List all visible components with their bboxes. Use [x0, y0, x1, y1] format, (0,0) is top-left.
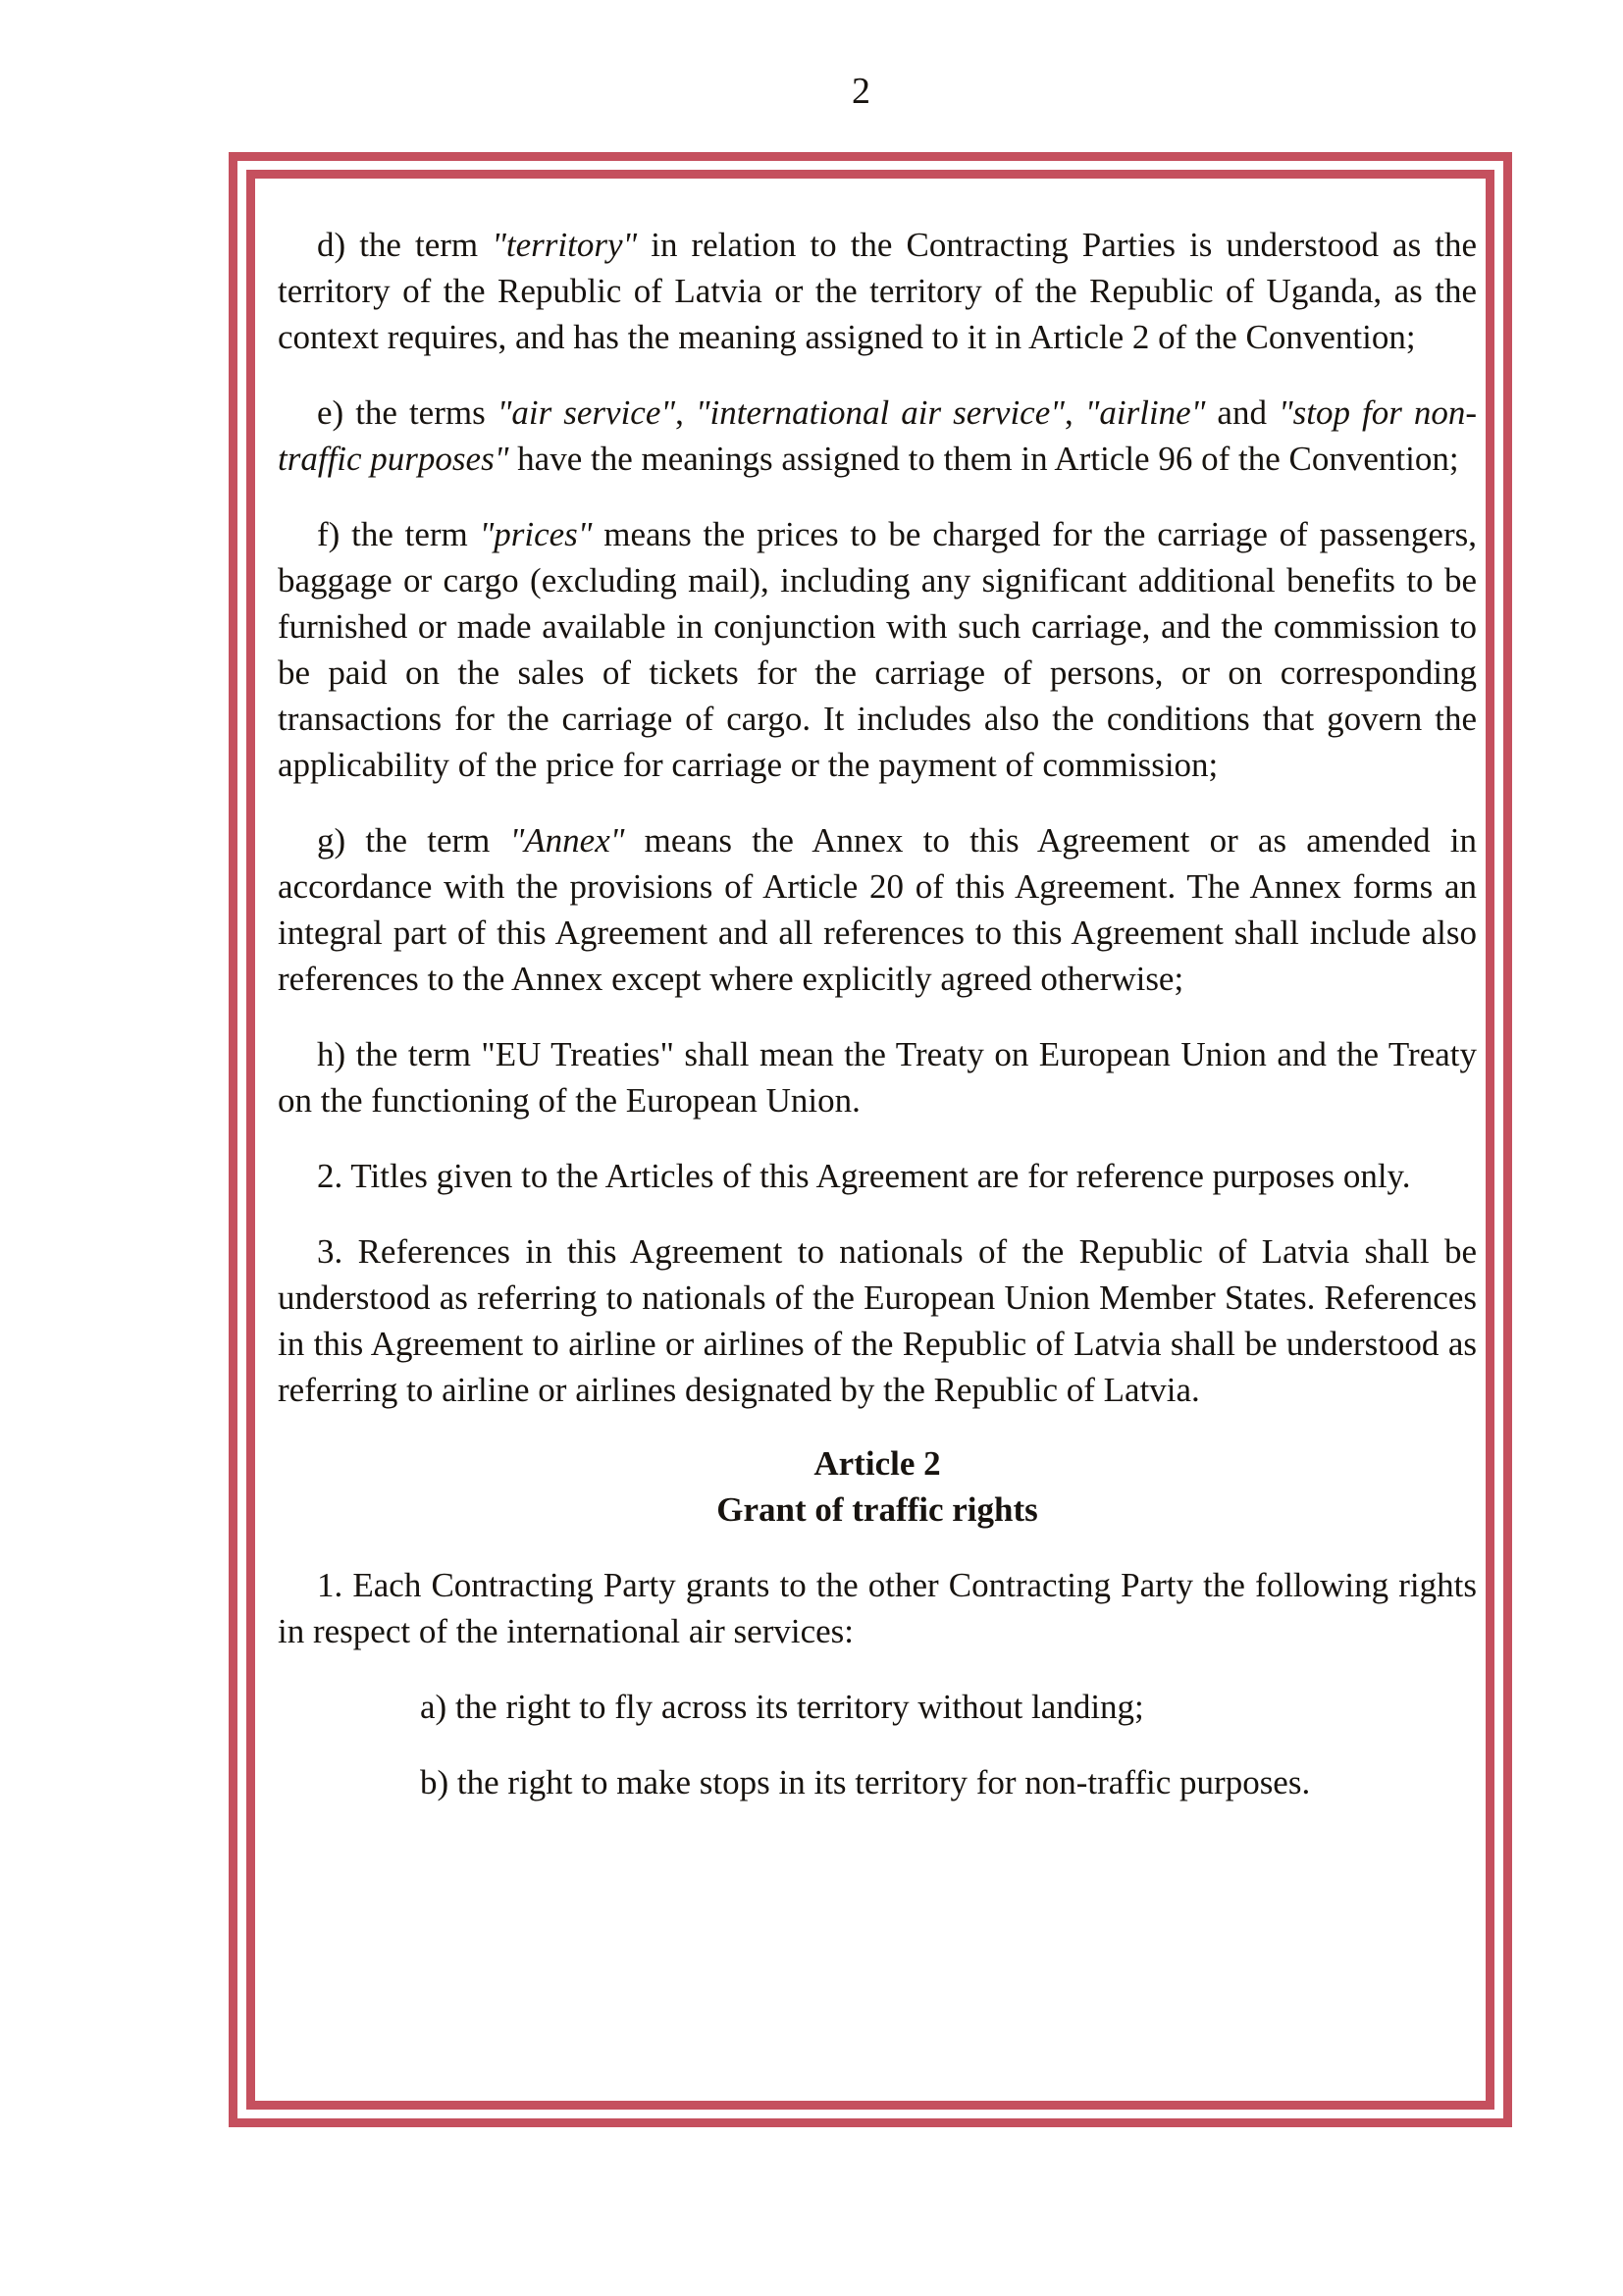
- text-run: and: [1205, 393, 1279, 432]
- defined-term: "air service": [497, 393, 676, 432]
- defined-term: "prices": [479, 515, 593, 553]
- text-run: 2. Titles given to the Articles of this Agreement are for reference purposes only.: [317, 1157, 1411, 1195]
- clause-1: [278, 1562, 1477, 1654]
- text-run: means the prices to be charged for the carriage of passengers, baggage or cargo (excluding mail), including any significant additional benefits to be furnished or made available in conjunction with such carriage, and the commission to be paid on the sales of tickets for the carriage of persons, or on corresponding transactions for the carriage of cargo. It includes also the conditions that govern the applicability of the price for carriage or the payment of commission;: [278, 515, 1477, 784]
- defined-term: "international air service": [695, 393, 1065, 432]
- definition-f: [278, 511, 1477, 788]
- text-run: h) the term "EU Treaties" shall mean the Treaty on European Union and the Treaty on the functioning of the European Union.: [278, 1035, 1477, 1120]
- article-2-heading: [278, 1440, 1477, 1533]
- text-run: in relation to the Contracting Parties is understood as the territory of the Republic of Latvia or the territory of the Republic of Uganda, as the context requires, and has the meaning assigned to it in Article 2 of the Convention;: [278, 226, 1477, 356]
- text-run: a) the right to fly across its territory without landing;: [420, 1688, 1144, 1726]
- definition-e: [278, 390, 1477, 482]
- defined-term: "stop for non-traffic purposes": [278, 393, 1478, 478]
- text-run: have the meanings assigned to them in Article 96 of the Convention;: [508, 440, 1459, 478]
- heading-line: Grant of traffic rights: [716, 1490, 1038, 1529]
- text-run: ,: [1064, 393, 1085, 432]
- clause-3: [278, 1228, 1477, 1413]
- right-b: [420, 1759, 1477, 1805]
- text-run: g) the term: [317, 821, 510, 860]
- definition-h: [278, 1031, 1477, 1123]
- defined-term: "territory": [492, 226, 638, 264]
- definition-d: [278, 222, 1477, 360]
- right-a: [420, 1684, 1477, 1730]
- document-body: [278, 222, 1477, 1805]
- clause-2: [278, 1153, 1477, 1199]
- defined-term: "Annex": [509, 821, 625, 860]
- heading-line: Article 2: [813, 1444, 941, 1483]
- text-run: b) the right to make stops in its territory for non-traffic purposes.: [420, 1763, 1311, 1801]
- page-number: 2: [852, 71, 870, 112]
- definition-g: [278, 817, 1477, 1002]
- text-run: f) the term: [317, 515, 480, 553]
- text-run: 1. Each Contracting Party grants to the other Contracting Party the following rights in respect of the international air services:: [278, 1566, 1477, 1650]
- text-run: d) the term: [317, 226, 493, 264]
- text-run: 3. References in this Agreement to nationals of the Republic of Latvia shall be understood as referring to nationals of the European Union Member States. References in this Agreement to airline or airlines of the Republic of Latvia shall be understood as referring to airline or airlines designated by the Republic of Latvia.: [278, 1232, 1477, 1409]
- text-run: means the Annex to this Agreement or as amended in accordance with the provisions of Article 20 of this Agreement. The Annex forms an integral part of this Agreement and all references to this Agreement shall include also references to the Annex except where explicitly agreed otherwise;: [278, 821, 1477, 998]
- text-run: ,: [675, 393, 696, 432]
- defined-term: "airline": [1084, 393, 1206, 432]
- text-run: e) the terms: [317, 393, 497, 432]
